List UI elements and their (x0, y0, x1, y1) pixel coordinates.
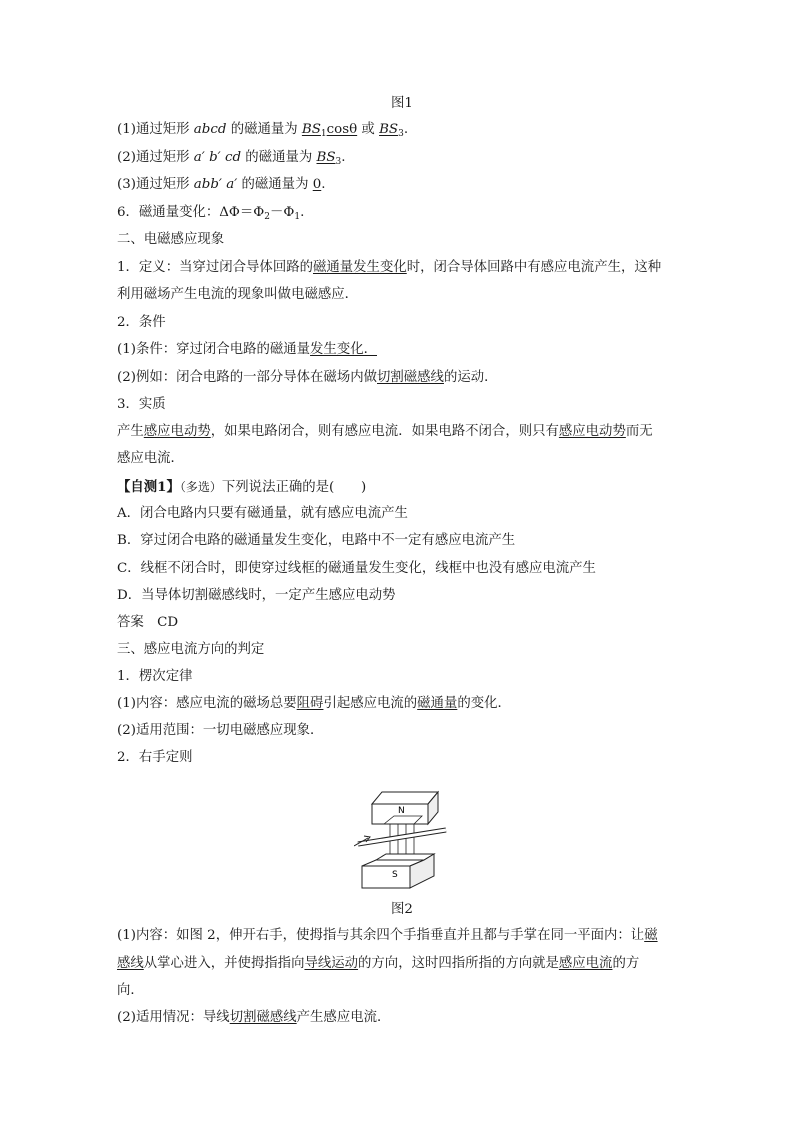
flux-line-1: (1)通过矩形 abcd 的磁通量为 $BS_1\cos\theta$ 或 $BS_3$. (117, 122, 409, 139)
lenz-title: 1．楞次定律 (117, 669, 193, 684)
condition-item-2: (2)例如：闭合电路的一部分导体在磁场内做切割磁感线的运动． (117, 370, 498, 385)
definition-line-2: 利用磁场产生电流的现象叫做电磁感应． (117, 287, 359, 302)
answer-blank: 0 (312, 177, 322, 192)
right-hand-rule-content-2: 感线从掌心进入，并使拇指指向导线运动的方向，这时四指所指的方向就是感应电流的方 (117, 956, 640, 971)
answer-blank: $BS_1\cos\theta$ (301, 122, 358, 139)
right-hand-rule-title: 2．右手定则 (117, 750, 193, 765)
essence-line-1: 产生感应电动势，如果电路闭合，则有感应电流．如果电路不闭合，则只有感应电动势而无 (117, 424, 653, 439)
essence-line-2: 感应电流． (117, 451, 184, 466)
figure-1-caption: 图1 (391, 96, 413, 111)
definition-line-1: 1．定义：当穿过闭合导体回路的磁通量发生变化时，闭合导体回路中有感应电流产生，这种 (117, 260, 662, 275)
right-hand-rule-content-3: 向． (117, 983, 144, 998)
essence-title: 3．实质 (117, 397, 166, 412)
condition-item-1: (1)条件：穿过闭合电路的磁通量发生变化． (117, 342, 377, 357)
quiz-answer: 答案 CD (117, 615, 179, 630)
condition-title: 2．条件 (117, 315, 166, 330)
answer-blank: $BS_3$ (316, 150, 342, 167)
right-hand-rule-content-1: (1)内容：如图 2，伸开右手，使拇指与其余四个手指垂直并且都与手掌在同一平面内：让磁 (117, 928, 658, 943)
north-pole-label: N (398, 806, 405, 816)
right-hand-rule-application: (2)适用情况：导线切割磁感线产生感应电流． (117, 1010, 391, 1025)
quiz-option-b: B．穿过闭合电路的磁通量发生变化，电路中不一定有感应电流产生 (117, 533, 516, 548)
flux-line-3: (3)通过矩形 abb′ a′ 的磁通量为 0. (117, 177, 326, 192)
quiz-option-c: C．线框不闭合时，即使穿过线框的磁通量发生变化，线框中也没有感应电流产生 (117, 561, 596, 576)
south-pole-label: S (392, 870, 398, 880)
flux-line-2: (2)通过矩形 a′ b′ cd 的磁通量为 $BS_3$. (117, 150, 346, 167)
quiz-stem: 【自测1】（多选）下列说法正确的是( ) (117, 479, 367, 495)
figure-2-caption: 图2 (391, 902, 413, 917)
answer-blank: $BS_3$ (379, 122, 404, 139)
section-heading-3: 三、感应电流方向的判定 (117, 642, 265, 657)
lenz-content: (1)内容：感应电流的磁场总要阻碍引起感应电流的磁通量的变化． (117, 696, 511, 711)
flux-change-formula: 6．磁通量变化：$\Delta\Phi=\Phi_2-\Phi_1$. (117, 205, 305, 222)
quiz-option-a: A．闭合电路内只要有磁通量，就有感应电流产生 (117, 506, 408, 521)
section-heading-2: 二、电磁感应现象 (117, 232, 225, 247)
figure-2-magnet-diagram (354, 780, 450, 902)
lenz-scope: (2)适用范围：一切电磁感应现象． (117, 723, 324, 738)
quiz-option-d: D．当导体切割磁感线时，一定产生感应电动势 (117, 588, 396, 603)
